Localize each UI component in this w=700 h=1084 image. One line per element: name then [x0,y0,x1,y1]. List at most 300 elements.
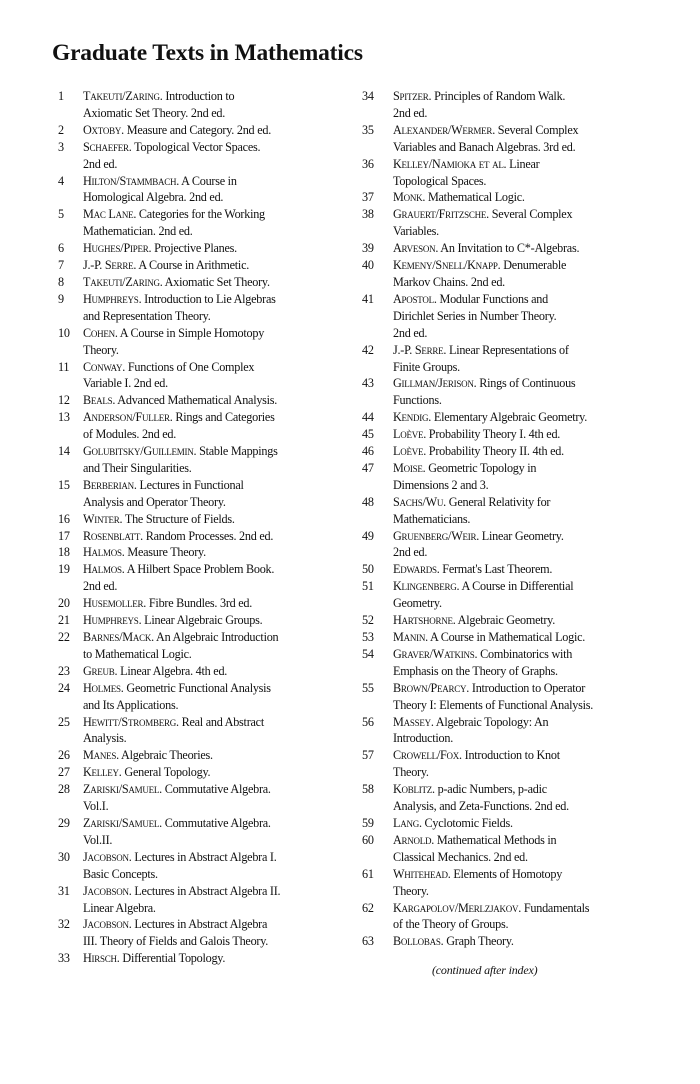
book-description [393,747,662,781]
book-description [393,900,662,934]
book-entry [52,325,337,359]
book-entry [52,629,337,663]
book-title: Graph Theory. [443,934,514,949]
book-author: Hilton/Stammbach. [83,173,180,188]
book-author: Spitzer. [393,89,432,103]
book-description [393,629,662,646]
volume-number: 59 [362,815,374,830]
book-author: Kargapolov/Merlzjakov. [393,900,522,915]
book-entry [362,900,662,934]
book-entry [362,409,662,426]
book-title: Denumerable Markov Chains. 2nd ed. [393,258,567,289]
book-description [393,646,662,680]
book-author: Arnold. [393,832,435,847]
book-entry [52,291,337,325]
book-author: Jacobson. [83,883,132,898]
volume-number: 33 [58,951,70,966]
volume-number: 35 [362,122,374,137]
book-description [393,409,662,426]
series-list-left [52,88,337,967]
volume-number: 23 [58,663,70,678]
book-author: Edwards. [393,562,440,577]
book-description [83,139,337,173]
book-title: Introduction to Operator Theory I: Elements of Functional Analysis. [393,680,594,712]
volume-number: 51 [362,579,374,594]
book-description [393,494,662,528]
book-entry [52,274,337,291]
book-author: J.-P. Serre. [393,342,447,357]
book-author: Halmos. [83,562,125,577]
series-list-right [362,88,662,950]
book-description [393,342,662,376]
book-title: Real and Abstract Analysis. [83,714,264,746]
book-author: Holmes. [83,680,124,695]
book-title: p-adic Numbers, p-adic Analysis, and Zeta-Functions. 2nd ed. [393,782,569,814]
volume-number: 20 [58,596,70,611]
book-author: Grauert/Fritzsche. [393,207,489,222]
book-title: Algebraic Geometry. [455,613,556,628]
book-author: Monk. [393,190,426,205]
volume-number: 16 [58,511,70,526]
book-title: Modular Functions and Dirichlet Series in Number Theory. 2nd ed. [393,291,557,340]
book-description [393,680,662,714]
book-title: A Course in Arithmetic. [136,258,250,273]
book-description [393,426,662,443]
book-description [393,528,662,562]
volume-number: 1 [58,89,64,103]
book-author: Zariski/Samuel. [83,815,162,830]
book-description [393,815,662,832]
volume-number: 62 [362,900,374,915]
volume-number: 54 [362,646,374,661]
book-author: J.-P. Serre. [83,258,137,273]
book-entry [52,595,337,612]
volume-number: 15 [58,477,70,492]
book-description [393,122,662,156]
book-author: Conway. [83,359,126,374]
volume-number: 3 [58,139,64,154]
book-entry [52,122,337,139]
book-title: Probability Theory I. 4th ed. [426,427,561,442]
book-entry [362,578,662,612]
book-title: Fundamentals of the Theory of Groups. [393,900,590,932]
book-author: Husemoller. [83,596,147,611]
book-description [393,714,662,748]
book-author: Whitehead. [393,866,451,881]
book-author: Alexander/Wermer. [393,122,495,137]
volume-number: 36 [362,156,374,171]
book-description [83,274,337,291]
volume-number: 29 [58,815,70,830]
book-title: Several Complex Variables and Banach Algebras. 3rd ed. [393,122,579,154]
book-author: Koblitz. [393,782,435,797]
book-entry [52,511,337,528]
book-entry [52,680,337,714]
book-title: Several Complex Variables. [393,207,573,239]
book-description [393,443,662,460]
book-entry [362,257,662,291]
volume-number: 45 [362,427,374,442]
volume-number: 31 [58,883,70,898]
book-title: A Course in Simple Homotopy Theory. [83,325,265,357]
book-title: Algebraic Topology: An Introduction. [393,714,549,746]
book-description [83,714,337,748]
book-entry [52,409,337,443]
book-description [83,680,337,714]
book-title: Mathematical Methods in Classical Mechanics. 2nd ed. [393,832,557,864]
book-entry [52,240,337,257]
book-description [83,325,337,359]
book-title: Fermat's Last Theorem. [439,562,553,577]
book-entry [52,663,337,680]
volume-number: 47 [362,460,374,475]
book-author: Loève. [393,444,426,459]
book-description [83,359,337,393]
volume-number: 48 [362,494,374,509]
book-description [393,257,662,291]
book-author: Loève. [393,427,426,442]
book-author: Kendig. [393,410,432,425]
volume-number: 9 [58,291,64,306]
book-title: An Algebraic Introduction to Mathematical Logic. [83,630,279,661]
book-entry [52,916,337,950]
book-title: Combinatorics with Emphasis on the Theory of Graphs. [393,646,573,678]
volume-number: 58 [362,782,374,797]
book-author: Lang. [393,815,422,830]
book-description [83,781,337,815]
book-title: Functions of One Complex Variable I. 2nd ed. [83,359,255,391]
book-title: Introduction to Lie Algebras and Representation Theory. [83,291,276,323]
book-title: Linear Algebra. 4th ed. [117,663,228,678]
book-entry [52,528,337,545]
volume-number: 4 [58,173,64,188]
book-title: Rings of Continuous Functions. [393,376,576,408]
book-description [393,240,662,257]
book-author: Zariski/Samuel. [83,782,162,797]
book-author: Anderson/Fuller. [83,410,173,425]
book-description [83,291,337,325]
book-entry [52,443,337,477]
book-title: Principles of Random Walk. 2nd ed. [393,89,566,120]
book-title: A Course in Mathematical Logic. [427,630,586,644]
book-title: Lectures in Abstract Algebra III. Theory of Fields and Galois Theory. [83,917,269,949]
book-description [83,544,337,561]
book-author: Moise. [393,460,426,475]
book-description [83,409,337,443]
book-entry [52,950,337,967]
volume-number: 56 [362,714,374,729]
book-entry [362,189,662,206]
book-description [83,257,337,274]
book-entry [52,714,337,748]
book-author: Jacobson. [83,849,132,864]
volume-number: 61 [362,866,374,881]
volume-number: 49 [362,528,374,543]
book-entry [52,477,337,511]
book-title: Categories for the Working Mathematician. 2nd ed. [83,207,265,239]
book-entry [52,849,337,883]
book-entry [52,815,337,849]
book-author: Mac Lane. [83,207,137,222]
book-title: Geometric Topology in Dimensions 2 and 3. [393,460,537,492]
book-title: Topological Vector Spaces. 2nd ed. [83,139,261,171]
book-title: General Topology. [121,765,211,780]
book-author: Manin. [393,630,428,644]
book-title: Algebraic Theories. [118,748,213,763]
book-title: Measure Theory. [124,545,206,560]
book-description [83,764,337,781]
book-author: Beals. [83,393,116,408]
book-title: The Structure of Fields. [122,511,235,526]
book-description [83,561,337,595]
book-description [83,173,337,207]
book-description [83,663,337,680]
book-description [393,561,662,578]
book-title: Commutative Algebra. Vol.I. [83,782,271,814]
book-description [83,240,337,257]
book-description [83,849,337,883]
book-author: Kelley. [83,765,122,780]
book-author: Klingenberg. [393,579,460,594]
book-title: Lectures in Abstract Algebra I. Basic Concepts. [83,849,277,881]
volume-number: 46 [362,444,374,459]
volume-number: 52 [362,613,374,628]
book-author: Oxtoby. [83,122,124,137]
book-entry [362,528,662,562]
book-entry [362,629,662,646]
book-entry [52,359,337,393]
book-author: Apostol. [393,291,437,306]
volume-number: 39 [362,241,374,256]
volume-number: 14 [58,444,70,459]
book-author: Humphreys. [83,613,142,628]
volume-number: 30 [58,849,70,864]
book-description [393,206,662,240]
book-entry [362,460,662,494]
book-title: Differential Topology. [119,951,226,966]
book-title: Introduction to Axiomatic Set Theory. 2nd ed. [83,89,235,120]
book-description [83,595,337,612]
book-entry [362,646,662,680]
book-title: Geometric Functional Analysis and Its Applications. [83,680,271,712]
book-title: Stable Mappings and Their Singularities. [83,444,278,475]
book-title: A Course in Differential Geometry. [393,579,574,611]
book-author: Graver/Watkins. [393,646,478,661]
book-description [83,206,337,240]
book-entry [362,494,662,528]
book-title: Random Processes. 2nd ed. [142,528,274,543]
volume-number: 22 [58,630,70,644]
book-title: Elementary Algebraic Geometry. [431,410,588,425]
book-entry [52,612,337,629]
book-description [393,866,662,900]
book-entry [362,206,662,240]
book-title: Elements of Homotopy Theory. [393,866,563,898]
book-title: Measure and Category. 2nd ed. [123,122,271,137]
book-description [83,443,337,477]
volume-number: 6 [58,241,64,256]
book-description [83,477,337,511]
book-entry [362,240,662,257]
book-description [393,88,662,122]
volume-number: 44 [362,410,374,425]
book-author: Hirsch. [83,951,120,966]
book-description [83,883,337,917]
volume-number: 37 [362,190,374,205]
book-title: General Relativity for Mathematicians. [393,494,551,526]
book-description [393,933,662,950]
book-description [83,629,337,663]
book-title: Fibre Bundles. 3rd ed. [146,596,253,611]
book-author: Gruenberg/Weir. [393,528,479,543]
book-entry [52,88,337,122]
volume-number: 8 [58,274,64,289]
book-description [393,460,662,494]
book-author: Kemeny/Snell/Knapp. [393,258,501,273]
book-entry [52,781,337,815]
book-entry [52,392,337,409]
book-entry [362,443,662,460]
book-author: Jacobson. [83,917,132,932]
book-author: Takeuti/Zaring. [83,89,163,103]
book-author: Halmos. [83,545,125,560]
book-entry [362,815,662,832]
book-description [393,612,662,629]
book-entry [362,933,662,950]
book-description [393,578,662,612]
book-title: Lectures in Functional Analysis and Operator Theory. [83,477,244,509]
book-entry [52,561,337,595]
book-author: Manes. [83,748,119,763]
book-title: Mathematical Logic. [425,190,525,205]
book-author: Barnes/Mack. [83,630,154,644]
book-description [83,88,337,122]
volume-number: 12 [58,393,70,408]
book-title: Linear Topological Spaces. [393,156,540,188]
book-title: Projective Planes. [151,241,237,256]
book-author: Bollobas. [393,934,444,949]
book-title: Linear Geometry. 2nd ed. [393,528,564,560]
book-author: Brown/Pearcy. [393,680,470,695]
volume-number: 63 [362,934,374,949]
book-author: Hartshorne. [393,613,456,628]
volume-number: 10 [58,325,70,340]
book-description [83,392,337,409]
book-description [83,747,337,764]
book-author: Cohen. [83,325,118,340]
book-entry [362,832,662,866]
book-entry [362,714,662,748]
volume-number: 57 [362,748,374,763]
volume-number: 32 [58,917,70,932]
book-author: Winter. [83,511,123,526]
volume-number: 55 [362,680,374,695]
book-description [83,815,337,849]
book-author: Golubitsky/Guillemin. [83,444,197,459]
book-entry [362,680,662,714]
book-author: Hewitt/Stromberg. [83,714,179,729]
book-description [83,511,337,528]
volume-number: 24 [58,680,70,695]
book-entry [362,781,662,815]
book-description [83,916,337,950]
book-entry [362,122,662,156]
book-entry [362,426,662,443]
volume-number: 60 [362,832,374,847]
volume-number: 38 [362,207,374,222]
book-title: Linear Algebraic Groups. [141,613,263,628]
book-entry [362,88,662,122]
book-author: Hughes/Piper. [83,241,152,256]
book-entry [362,342,662,376]
volume-number: 18 [58,545,70,560]
book-description [393,156,662,190]
volume-number: 21 [58,613,70,628]
book-title: Linear Representations of Finite Groups. [393,342,569,374]
book-description [83,950,337,967]
book-entry [362,561,662,578]
book-title: An Invitation to C*-Algebras. [438,241,580,256]
book-entry [52,206,337,240]
book-author: Humphreys. [83,291,142,306]
book-description [393,781,662,815]
volume-number: 11 [58,359,70,374]
book-entry [362,156,662,190]
volume-number: 2 [58,122,64,137]
book-title: Lectures in Abstract Algebra II. Linear Algebra. [83,883,281,915]
book-title: Rings and Categories of Modules. 2nd ed. [83,410,275,442]
book-description [393,832,662,866]
book-title: Commutative Algebra. Vol.II. [83,815,271,847]
book-entry [52,257,337,274]
volume-number: 7 [58,258,64,273]
book-description [393,189,662,206]
volume-number: 25 [58,714,70,729]
volume-number: 43 [362,376,374,391]
book-title: Cyclotomic Fields. [421,815,513,830]
book-entry [52,883,337,917]
book-description [393,291,662,342]
volume-number: 34 [362,89,374,103]
book-title: A Course in Homological Algebra. 2nd ed. [83,173,237,205]
book-author: Kelley/Namioka et al. [393,156,507,171]
book-description [83,612,337,629]
book-description [393,375,662,409]
volume-number: 27 [58,765,70,780]
book-author: Berberian. [83,477,137,492]
page-title: Graduate Texts in Mathematics [52,40,363,66]
volume-number: 42 [362,342,374,357]
book-entry [362,612,662,629]
book-author: Massey. [393,714,434,729]
volume-number: 28 [58,782,70,797]
book-description [83,122,337,139]
book-entry [52,544,337,561]
book-title: Advanced Mathematical Analysis. [115,393,278,408]
volume-number: 5 [58,207,64,222]
volume-number: 17 [58,528,70,543]
volume-number: 41 [362,291,374,306]
book-description [83,528,337,545]
book-author: Takeuti/Zaring. [83,274,163,289]
book-entry [362,747,662,781]
book-author: Crowell/Fox. [393,748,462,763]
book-entry [362,866,662,900]
volume-number: 50 [362,562,374,577]
book-author: Sachs/Wu. [393,494,446,509]
book-entry [362,375,662,409]
book-title: A Hilbert Space Problem Book. 2nd ed. [83,562,275,594]
